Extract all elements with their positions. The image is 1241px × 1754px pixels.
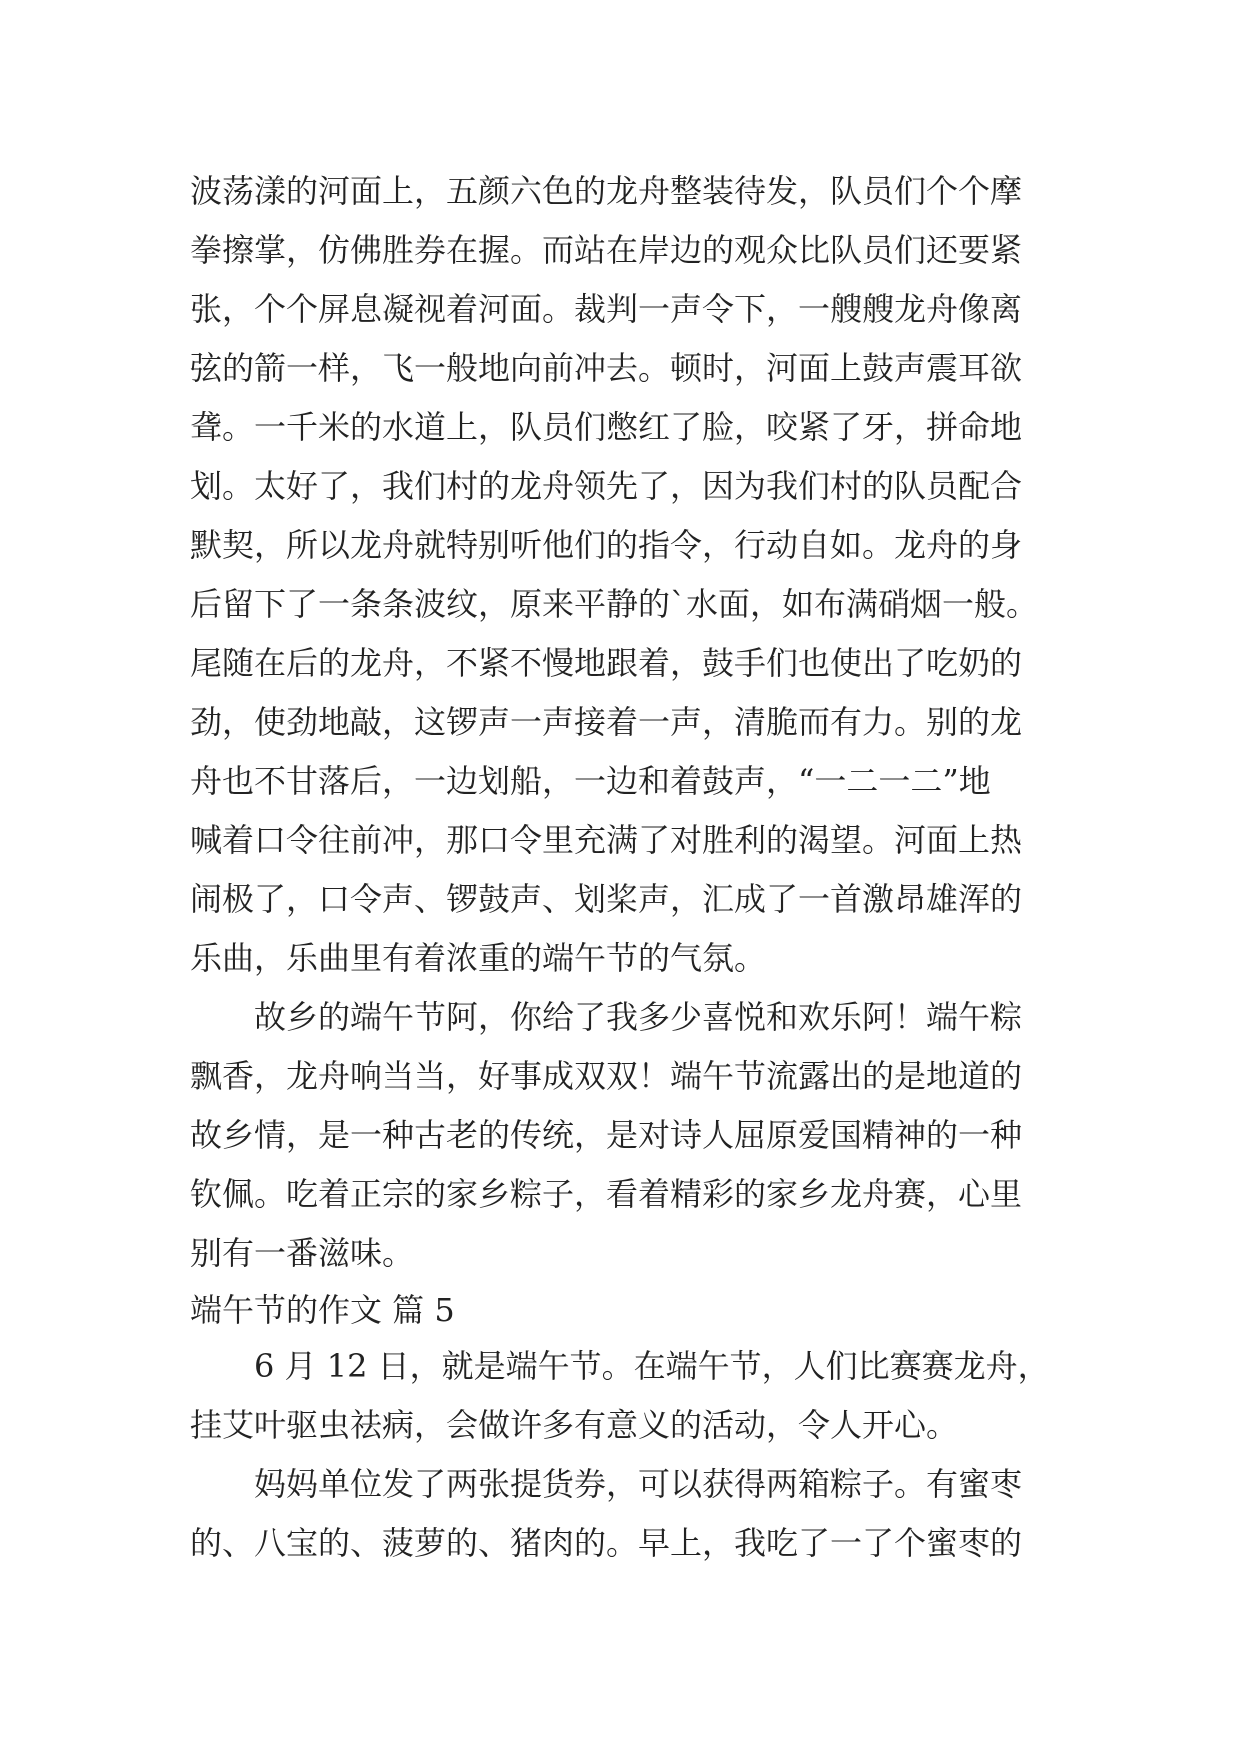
- paragraph: [190, 1455, 1070, 1573]
- text-line: 故乡的端午节阿，你给了我多少喜悦和欢乐阿！端午粽: [254, 998, 1023, 1036]
- section-title: 端午节的作文 篇 5: [190, 1291, 455, 1329]
- document-body: [190, 162, 1070, 1573]
- text-line: 故乡情，是一种古老的传统，是对诗人屈原爱国精神的一种: [190, 1116, 1023, 1154]
- text-line: 拳擦掌，仿佛胜券在握。而站在岸边的观众比队员们还要紧: [190, 231, 1023, 269]
- text-line: 闹极了，口令声、锣鼓声、划桨声，汇成了一首激昂雄浑的: [190, 880, 1023, 918]
- text-line: 钦佩。吃着正宗的家乡粽子，看着精彩的家乡龙舟赛，心里: [190, 1175, 1023, 1213]
- text-line: 弦的箭一样，飞一般地向前冲去。顿时，河面上鼓声震耳欲: [190, 349, 1023, 387]
- text-line: 喊着口令往前冲，那口令里充满了对胜利的渴望。河面上热: [190, 821, 1023, 859]
- paragraph: [190, 988, 1070, 1283]
- text-line: 聋。一千米的水道上，队员们憋红了脸，咬紧了牙，拼命地: [190, 408, 1023, 446]
- text-line: 的、八宝的、菠萝的、猪肉的。早上，我吃了一了个蜜枣的: [190, 1524, 1023, 1562]
- text-line: 划。太好了，我们村的龙舟领先了，因为我们村的队员配合: [190, 467, 1023, 505]
- text-line: 默契，所以龙舟就特别听他们的指令，行动自如。龙舟的身: [190, 526, 1023, 564]
- text-line: 后留下了一条条波纹，原来平静的`水面，如布满硝烟一般。: [190, 585, 1039, 623]
- text-line: 张，个个屏息凝视着河面。裁判一声令下，一艘艘龙舟像离: [190, 290, 1023, 328]
- text-line: 尾随在后的龙舟，不紧不慢地跟着，鼓手们也使出了吃奶的: [190, 644, 1023, 682]
- text-line: 舟也不甘落后，一边划船，一边和着鼓声，“一二一二”地: [190, 762, 991, 800]
- text-line: 乐曲，乐曲里有着浓重的端午节的气氛。: [190, 939, 767, 977]
- paragraph: [190, 1337, 1070, 1455]
- text-line: 挂艾叶驱虫祛病，会做许多有意义的活动，令人开心。: [190, 1406, 959, 1444]
- text-line: 波荡漾的河面上，五颜六色的龙舟整装待发，队员们个个摩: [190, 172, 1023, 210]
- text-line: 6 月 12 日，就是端午节。在端午节，人们比赛赛龙舟，: [254, 1347, 1050, 1385]
- text-line: 别有一番滋味。: [190, 1234, 415, 1272]
- text-line: 劲，使劲地敲，这锣声一声接着一声，清脆而有力。别的龙: [190, 703, 1023, 741]
- text-line: 飘香，龙舟响当当，好事成双双！端午节流露出的是地道的: [190, 1057, 1023, 1095]
- text-line: 妈妈单位发了两张提货券，可以获得两箱粽子。有蜜枣: [254, 1465, 1023, 1503]
- paragraph-continuation: [190, 162, 1070, 988]
